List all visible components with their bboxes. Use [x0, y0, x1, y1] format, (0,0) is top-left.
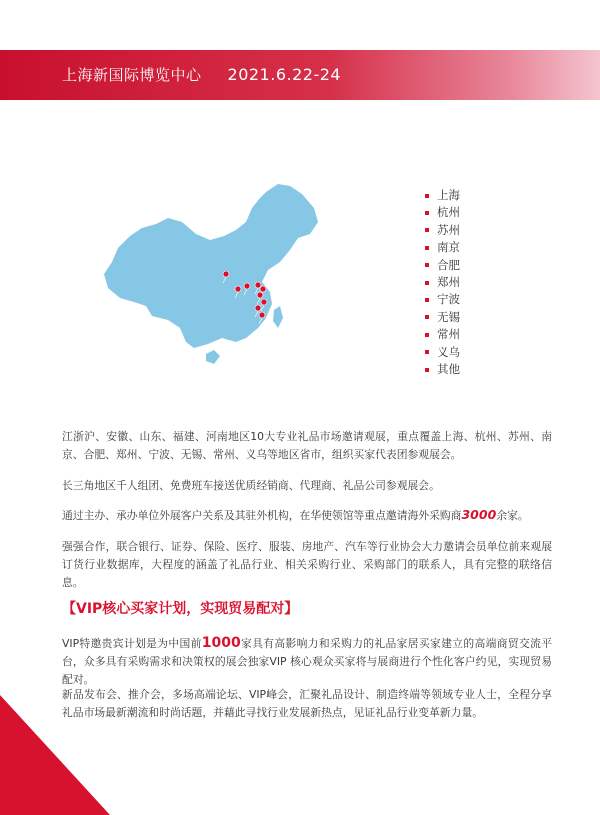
header-text: [62, 64, 341, 85]
bullet-icon: [425, 368, 429, 372]
list-item: 其他: [425, 361, 460, 378]
hainan-island: [206, 350, 220, 364]
paragraph-partnerships: 强强合作，联合银行、证券、保险、医疗、服装、房地产、汽车等行业协会大力邀请会员单位前来观展订货行业数据库，大程度的涵盖了礼品行业、相关采购行业、采购部门的联系人，具有完整的联络信息。: [62, 540, 552, 589]
list-item: 郑州: [425, 274, 460, 291]
bullet-icon: [425, 281, 429, 285]
vip-count-highlight: 1000: [201, 635, 241, 651]
city-list: [425, 187, 460, 378]
list-item: 宁波: [425, 291, 460, 308]
bullet-icon: [425, 194, 429, 198]
china-map: [90, 178, 330, 368]
list-item: 义乌: [425, 344, 460, 361]
event-date: 2021.6.22-24: [227, 65, 342, 84]
china-mainland-shape: [104, 184, 318, 348]
vip-section-title: 【VIP核心买家计划，实现贸易配对】: [62, 601, 299, 617]
bullet-icon: [425, 211, 429, 215]
bullet-icon: [425, 315, 429, 319]
paragraph-vip-program: VIP特邀贵宾计划是为中国前1000家具有高影响力和采购力的礼品家居买家建立的高端商贸交流平台，众多具有采购需求和决策权的展会独家VIP 核心观众买家将与展商进行个性化客户约见，实现贸易配对。: [62, 635, 552, 686]
list-item: 南京: [425, 239, 460, 256]
bullet-icon: [425, 228, 429, 232]
bullet-icon: [425, 298, 429, 302]
bullet-icon: [425, 246, 429, 250]
paragraph-overseas-buyers: 通过主办、承办单位外展客户关系及其驻外机构，在华使领馆等重点邀请海外采购商3000余家。: [62, 507, 529, 522]
paragraph-vip-events: 新品发布会、推介会，多场高端论坛、VIP峰会，汇聚礼品设计、制造终端等领域专业人士，全程分享礼品市场最新潮流和时尚话题，并藉此寻找行业发展新热点，见证礼品行业变革新力量。: [62, 688, 552, 719]
venue-name: 上海新国际博览中心: [62, 66, 202, 84]
bullet-icon: [425, 263, 429, 267]
bullet-icon: [425, 333, 429, 337]
bullet-icon: [425, 350, 429, 354]
taiwan-island: [273, 306, 283, 328]
list-item: 杭州: [425, 204, 460, 221]
list-item: 苏州: [425, 222, 460, 239]
list-item: 无锡: [425, 309, 460, 326]
overseas-count-highlight: 3000: [461, 507, 497, 522]
list-item: 上海: [425, 187, 460, 204]
paragraph-delta-groups: 长三角地区千人组团、免费班车接送优质经销商、代理商、礼品公司参观展会。: [62, 479, 440, 492]
corner-decoration: [0, 695, 110, 815]
list-item: 常州: [425, 326, 460, 343]
china-map-graphic: [90, 178, 330, 368]
paragraph-regions: 江浙沪、安徽、山东、福建、河南地区10大专业礼品市场邀请观展，重点覆盖上海、杭州、苏州、南京、合肥、郑州、宁波、无锡、常州、义乌等地区省市，组织买家代表团参观展会。: [62, 430, 552, 461]
list-item: 合肥: [425, 257, 460, 274]
